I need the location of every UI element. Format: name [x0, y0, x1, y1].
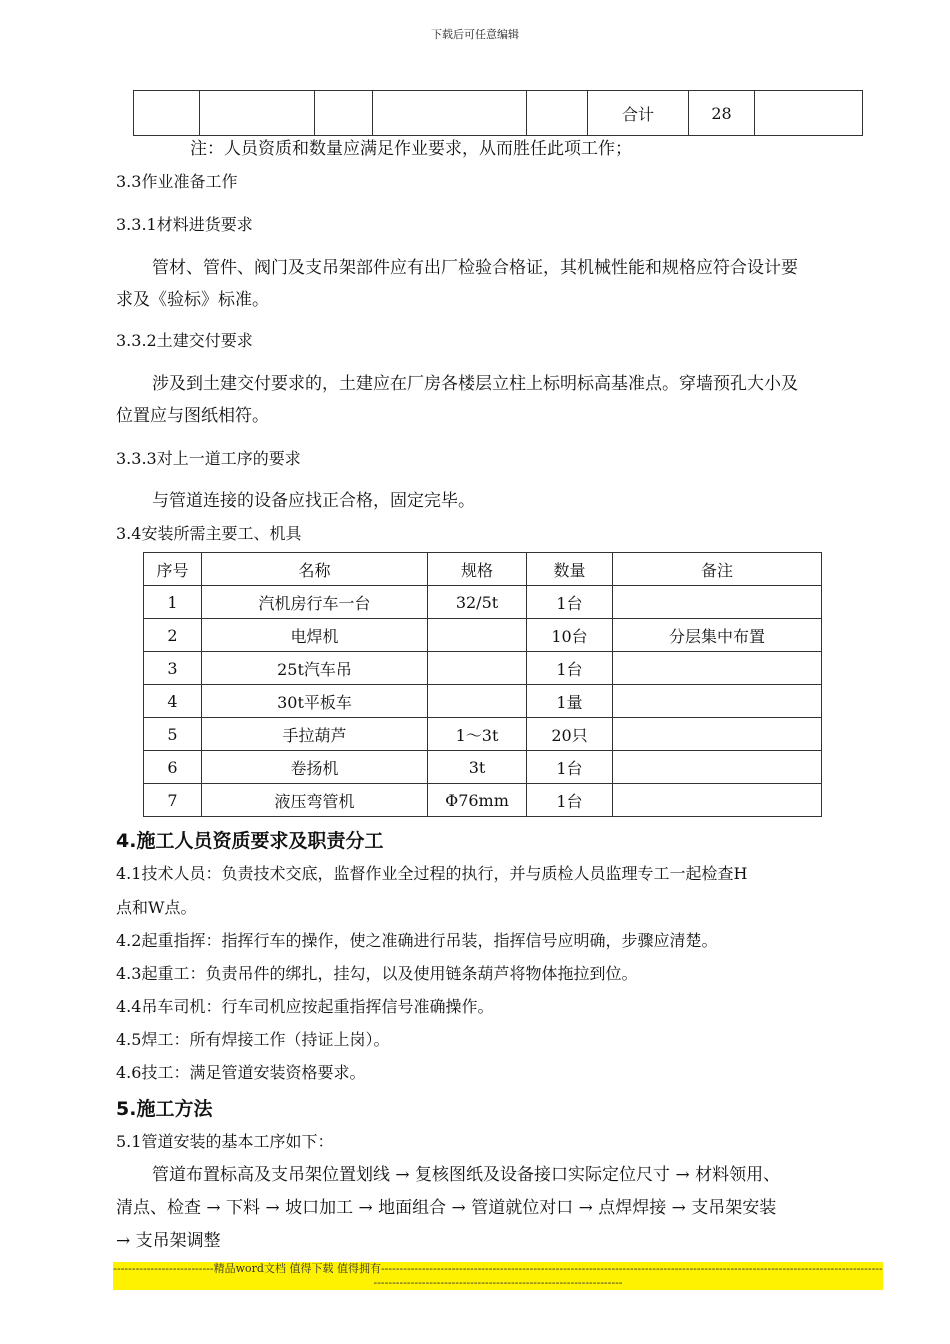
table-cell: 1台: [527, 586, 613, 619]
section-3-3-heading: 3.3作业准备工作: [116, 172, 238, 191]
table-cell: 液压弯管机: [202, 784, 428, 817]
column-header: 序号: [144, 553, 202, 586]
section-5-heading: 5.施工方法: [116, 1098, 213, 1120]
para-4-2: 4.2起重指挥：指挥行车的操作，使之准确进行吊装，指挥信号应明确，步骤应清楚。: [116, 931, 718, 950]
page-header-note: 下载后可任意编辑: [431, 28, 519, 41]
table-cell: 10台: [527, 619, 613, 652]
table-cell: 1～3t: [428, 718, 527, 751]
table-cell: 3: [144, 652, 202, 685]
para-5-1: 5.1管道安装的基本工序如下：: [116, 1132, 334, 1151]
para-4-5: 4.5焊工：所有焊接工作（持证上岗）。: [116, 1030, 390, 1049]
total-value-cell: 28: [689, 91, 755, 136]
section-3-3-3-heading: 3.3.3对上一道工序的要求: [116, 449, 301, 468]
section-3-3-2-heading: 3.3.2土建交付要求: [116, 331, 253, 350]
table-cell: 6: [144, 751, 202, 784]
table-cell: [613, 718, 822, 751]
table-cell: 7: [144, 784, 202, 817]
table-cell: [613, 652, 822, 685]
para-3-3-2-line2: 位置应与图纸相符。: [116, 406, 269, 426]
table-cell: 分层集中布置: [613, 619, 822, 652]
table-cell: [134, 91, 200, 136]
table-cell: [428, 652, 527, 685]
table-row: [144, 718, 822, 751]
table-cell: 1台: [527, 652, 613, 685]
table-cell: [428, 619, 527, 652]
table-header-row: [144, 553, 822, 586]
section-3-3-1-heading: 3.3.1材料进货要求: [116, 215, 253, 234]
para-4-1-line2: 点和W点。: [116, 898, 197, 917]
column-header: 名称: [202, 553, 428, 586]
table-row: [144, 652, 822, 685]
table-cell: [613, 751, 822, 784]
table-cell: 25t汽车吊: [202, 652, 428, 685]
para-5-1-flow-line1: 管道布置标高及支吊架位置划线 → 复核图纸及设备接口实际定位尺寸 → 材料领用、: [152, 1165, 781, 1185]
table-row: [134, 91, 863, 136]
table-cell: 30t平板车: [202, 685, 428, 718]
table-row: [144, 685, 822, 718]
para-4-4: 4.4吊车司机：行车司机应按起重指挥信号准确操作。: [116, 997, 494, 1016]
table-cell: 汽机房行车一台: [202, 586, 428, 619]
table-cell: 20只: [527, 718, 613, 751]
section-4-heading: 4.施工人员资质要求及职责分工: [116, 830, 384, 852]
para-4-6: 4.6技工：满足管道安装资格要求。: [116, 1063, 366, 1082]
para-5-1-flow-line2: 清点、检查 → 下料 → 坡口加工 → 地面组合 → 管道就位对口 → 点焊焊接 → 支吊架安装: [116, 1198, 777, 1218]
table-cell: [613, 586, 822, 619]
table-cell: [373, 91, 527, 136]
table-cell: 1量: [527, 685, 613, 718]
table-cell: 4: [144, 685, 202, 718]
table-cell: 1台: [527, 751, 613, 784]
section-3-4-heading: 3.4安装所需主要工、机具: [116, 524, 302, 543]
table-row: [144, 619, 822, 652]
table-cell: 电焊机: [202, 619, 428, 652]
para-3-3-3: 与管道连接的设备应找正合格，固定完毕。: [152, 491, 475, 511]
table-row: [144, 751, 822, 784]
table-cell: [755, 91, 863, 136]
table-cell: [200, 91, 315, 136]
column-header: 备注: [613, 553, 822, 586]
table-cell: [613, 685, 822, 718]
total-label-cell: 合计: [588, 91, 689, 136]
footer-banner: ---------------------------精品word文档 值得下载 值得拥有----------------------------------------------------------------------------------------------------------------------------------------------------------------------------------------------------------: [113, 1262, 883, 1289]
table-cell: [428, 685, 527, 718]
table-cell: [315, 91, 373, 136]
tools-table: [143, 552, 822, 817]
summary-table-fragment: [133, 90, 863, 136]
note-line: 注：人员资质和数量应满足作业要求，从而胜任此项工作；: [190, 139, 632, 159]
table-cell: 3t: [428, 751, 527, 784]
table-cell: [527, 91, 588, 136]
table-cell: 1台: [527, 784, 613, 817]
table-cell: 5: [144, 718, 202, 751]
table-cell: [613, 784, 822, 817]
column-header: 规格: [428, 553, 527, 586]
para-4-3: 4.3起重工：负责吊件的绑扎，挂勾，以及使用链条葫芦将物体拖拉到位。: [116, 964, 638, 983]
table-cell: 32/5t: [428, 586, 527, 619]
para-5-1-flow-line3: → 支吊架调整: [116, 1231, 221, 1251]
table-cell: Φ76mm: [428, 784, 527, 817]
table-cell: 卷扬机: [202, 751, 428, 784]
table-cell: 2: [144, 619, 202, 652]
column-header: 数量: [527, 553, 613, 586]
para-3-3-2-line1: 涉及到土建交付要求的，土建应在厂房各楼层立柱上标明标高基准点。穿墙预孔大小及: [152, 374, 798, 394]
table-row: [144, 586, 822, 619]
para-3-3-1-line1: 管材、管件、阀门及支吊架部件应有出厂检验合格证，其机械性能和规格应符合设计要: [152, 258, 798, 278]
table-cell: 1: [144, 586, 202, 619]
table-cell: 手拉葫芦: [202, 718, 428, 751]
table-row: [144, 784, 822, 817]
para-3-3-1-line2: 求及《验标》标准。: [116, 290, 269, 310]
para-4-1-line1: 4.1技术人员：负责技术交底，监督作业全过程的执行，并与质检人员监理专工一起检查H: [116, 864, 748, 883]
